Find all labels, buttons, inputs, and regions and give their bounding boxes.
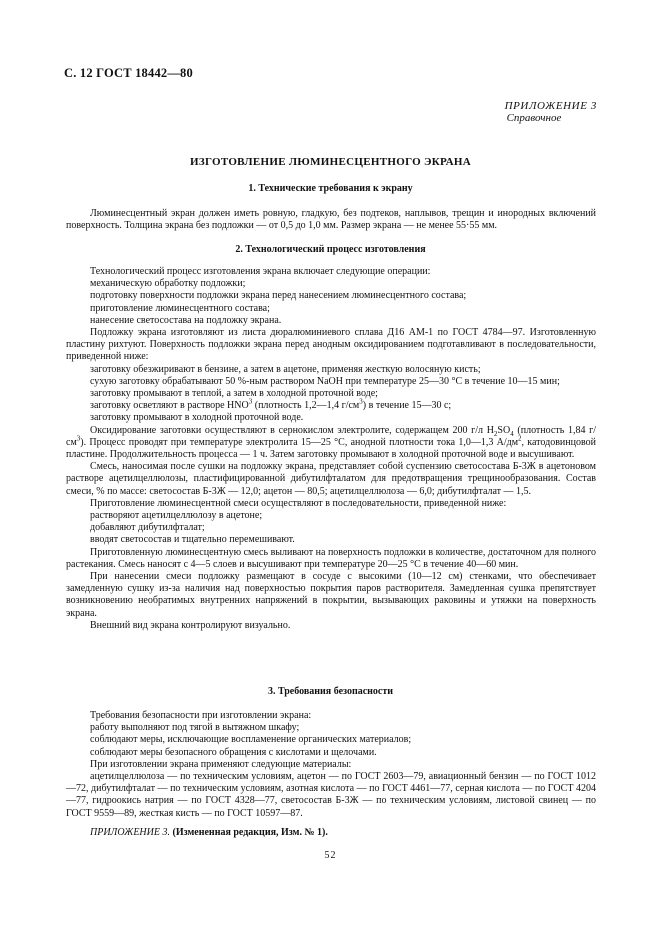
paragraph: Оксидирование заготовки осуществляют в сернокислом электролите, содержащем 200 г/л $H_2SO_4$ (плотность 1,84 $г/см^3$). Процесс проводят при температуре электролита 15—25 °С, анодной плотности тока 1,0—1,3 $А/дм^2$, катодовинцовой пластине. Продолжительность процесса — 1 ч. Затем заготовку промывают в холодной проточной воде и высушивают. (66, 424, 596, 461)
list-item: вводят светосостав и тщательно перемешивают. (90, 534, 295, 546)
paragraph: Требования безопасности при изготовлении экрана: (90, 710, 312, 721)
paragraph: Внешний вид экрана контролируют визуально. (90, 619, 291, 631)
list-item: соблюдают меры безопасного обращения с кислотами и щелочами. (90, 746, 377, 758)
page-header: С. 12 ГОСТ 18442—80 (64, 66, 193, 80)
paragraph: Смесь, наносимая после сушки на подложку экрана, представляет собой суспензию светосостава Б-3Ж в ацетоновом растворе ацетилцеллюлозы, пластифицированной дибутилфталатом для предотвращения трещинообразования. Состав смеси, % по массе: светосостав Б-3Ж — 12,0; ацетон — 80,5; ацетилцеллюлоза — 6,0; дибутилфталат — 1,5. (66, 461, 596, 497)
list-item: подготовку поверхности подложки экрана перед нанесением люминесцентного состава; (90, 290, 467, 302)
list-item: приготовление люминесцентного состава; (90, 302, 270, 314)
appendix-number: ПРИЛОЖЕНИЕ 3 (504, 100, 597, 112)
list-item: работу выполняют под тягой в вытяжном шкафу; (90, 722, 300, 734)
list-item: нанесение светосостава на подложку экрана. (90, 314, 282, 326)
paragraph: Технологический процесс изготовления экрана включает следующие операции: (90, 266, 431, 277)
list-item: заготовку осветляют в растворе HNO$^3$ (плотность 1,2—1,4 $г/см^3$) в течение 15—30 с; (90, 397, 452, 412)
list-item: заготовку обезжиривают в бензине, а затем в ацетоне, применяя жесткую волосяную кисть; (90, 363, 481, 375)
page-number: 52 (324, 850, 337, 861)
list-item: сухую заготовку обрабатывают 50 %-ным раствором NaOH при температуре 25—30 °С в течение 10—15 мин; (90, 375, 560, 387)
paragraph: Приготовленную люминесцентную смесь выливают на поверхность подложки в количестве, достаточном для полного растекания. Смесь наносят с 4—5 слоев и высушивают при температуре 20—25 °С в течение 40—60 мин. (66, 546, 596, 570)
amendment-note-label: ПРИЛОЖЕНИЕ 3. (90, 827, 170, 838)
section-1-heading: 1. Технические требования к экрану (248, 183, 413, 194)
list-item: заготовку промывают в теплой, а затем в холодной проточной воде; (90, 388, 378, 400)
section-3-heading: 3. Требования безопасности (267, 686, 394, 697)
paragraph: При нанесении смеси подложку размещают в сосуде с высокими (10—12 см) стенками, что обеспечивает замедленную сушку из-за наличия над поверхностью покрытия паров растворителя. Замедленная сушка препятствует возникновению необратимых внутренних напряжений в покрытии, вызывающих раковины и утяжки на поверхность экрана. (66, 571, 596, 619)
appendix-kind: Справочное (506, 112, 562, 124)
appendix-label (505, 100, 597, 124)
list-item: добавляют дибутилфталат; (90, 522, 205, 534)
paragraph: ацетилцеллюлоза — по техническим условиям, ацетон — по ГОСТ 2603—79, авиационный бензин — по ГОСТ 1012—72, дибутилфталат — по техническим условиям, азотная кислота — по ГОСТ 4461—77, серная кислота — по ГОСТ 4204—77, гидроокись натрия — по ГОСТ 4328—77, светосостав Б-3Ж — по техническим условиям, листовой свинец — по ГОСТ 9559—89, жесткая кисть — по ГОСТ 10597—87. (66, 771, 596, 819)
amendment-note-text: (Измененная редакция, Изм. № 1). (170, 827, 328, 838)
section-3-body (66, 710, 596, 820)
list-item: растворяют ацетилцеллюлозу в ацетоне; (90, 510, 263, 522)
paragraph: При изготовлении экрана применяют следующие материалы: (90, 758, 352, 770)
section-2-heading: 2. Технологический процесс изготовления (235, 244, 426, 255)
list-item: механическую обработку подложки; (90, 278, 246, 290)
paragraph: Приготовление люминесцентной смеси осуществляют в последовательности, приведенной ниже: (90, 497, 507, 509)
section-2-body (66, 266, 596, 632)
list-item: соблюдают меры, исключающие воспламенение органических материалов; (90, 734, 412, 746)
section-1-body (66, 208, 596, 232)
amendment-note (90, 827, 328, 838)
paragraph: Подложку экрана изготовляют из листа дюралюминиевого сплава Д16 АМ-1 по ГОСТ 4784—97. Изготовленную пластину рихтуют. Поверхность подложки экрана перед анодным оксидированием подготавливают в последовательности, приведенной ниже: (66, 327, 596, 363)
list-item: заготовку промывают в холодной проточной воде. (90, 412, 304, 424)
document-title: ИЗГОТОВЛЕНИЕ ЛЮМИНЕСЦЕНТНОГО ЭКРАНА (189, 156, 472, 168)
paragraph: Люминесцентный экран должен иметь ровную, гладкую, без подтеков, наплывов, трещин и инородных включений поверхность. Толщина экрана без подложки — от 0,5 до 1,0 мм. Размер экрана — не менее 55·55 мм. (66, 208, 596, 232)
